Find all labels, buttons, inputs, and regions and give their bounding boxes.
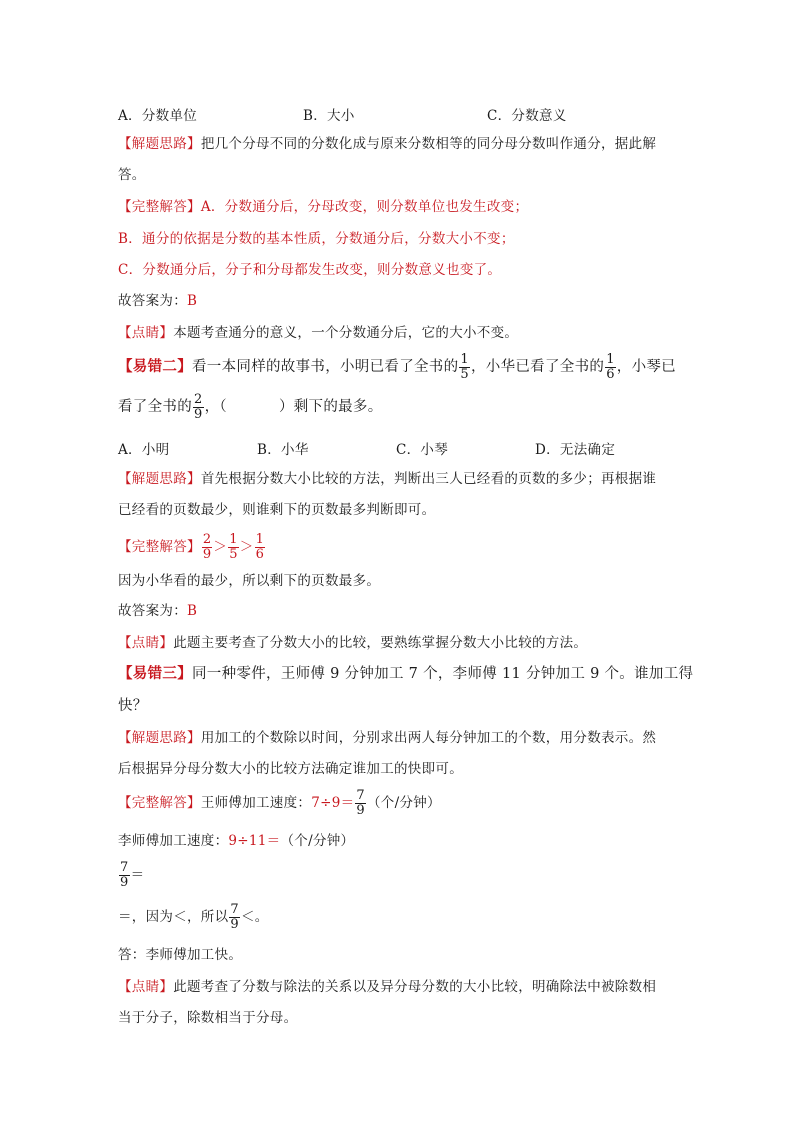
q3-title-tag: 【易错三】 bbox=[118, 665, 192, 682]
eq-fraction bbox=[119, 861, 130, 890]
frac-num: 1 bbox=[255, 532, 265, 547]
fraction-two-ninths bbox=[193, 393, 204, 422]
cmp-frac-c bbox=[255, 533, 266, 562]
frac-num: 1 bbox=[229, 532, 238, 547]
frac-den: 6 bbox=[606, 366, 615, 382]
q1-analysis-line1 bbox=[118, 135, 656, 153]
wang-calc: 7÷9＝ bbox=[311, 795, 355, 811]
q2-because: 因为小华看的最少，所以剩下的页数最多。 bbox=[118, 573, 381, 589]
q2-title-tag: 【易错二】 bbox=[118, 358, 192, 375]
q3-analysis-line2: 后根据异分母分数大小的比较方法确定谁加工的快即可。 bbox=[118, 761, 463, 777]
analysis-text: 首先根据分数大小比较的方法，判断出三人已经看的页数的多少；再根据谁 bbox=[200, 471, 657, 487]
comment-text: 此题考查了分数与除法的关系以及异分母分数的大小比较，明确除法中被除数相 bbox=[173, 979, 657, 995]
q2-option-c: C．小琴 bbox=[396, 442, 449, 458]
q2-comment bbox=[118, 634, 587, 652]
analysis-tag: 【解题思路】 bbox=[118, 730, 201, 746]
q1-analysis-line2: 答。 bbox=[118, 167, 146, 183]
frac-den: 5 bbox=[229, 547, 238, 562]
eq-sign: ＝ bbox=[130, 867, 145, 883]
q2-text-b: ，小华已看了全书的 bbox=[470, 359, 605, 375]
greater-than: ＞ bbox=[239, 539, 254, 555]
analysis-tag: 【解题思路】 bbox=[118, 136, 201, 152]
q2-option-a: A．小明 bbox=[118, 442, 170, 458]
wang-fraction bbox=[355, 789, 366, 818]
q2-question-line1 bbox=[118, 352, 676, 382]
because-b: ＜。 bbox=[240, 909, 269, 925]
analysis-text: 用加工的个数除以时间，分别求出两人每分钟加工的个数，用分数表示。然 bbox=[200, 730, 657, 746]
q2-analysis-line2: 已经看的页数最少，则谁剩下的页数最多判断即可。 bbox=[118, 502, 436, 518]
frac-den: 5 bbox=[460, 366, 469, 382]
q3-comment-line2: 当于分子，除数相当于分母。 bbox=[118, 1010, 298, 1026]
q1-answer bbox=[118, 292, 197, 310]
answer-prefix: 故答案为： bbox=[118, 293, 187, 309]
option-b: B．大小 bbox=[303, 108, 355, 124]
fraction-one-fifth bbox=[459, 353, 470, 382]
wang-label: 王师傅加工速度： bbox=[200, 795, 312, 811]
answer-value: B bbox=[187, 603, 198, 619]
analysis-text: 把几个分母不同的分数化成与原来分数相等的同分母分数叫作通分，据此解 bbox=[200, 136, 657, 152]
solution-tag: 【完整解答】 bbox=[118, 199, 201, 215]
li-label: 李师傅加工速度： bbox=[118, 833, 229, 849]
frac-den: 9 bbox=[230, 917, 239, 932]
solution-text: A．分数通分后，分母改变，则分数单位也发生改变； bbox=[200, 199, 529, 215]
q3-because-line bbox=[118, 902, 269, 932]
q2-text-c: ，小琴已 bbox=[616, 359, 676, 375]
frac-num: 1 bbox=[460, 351, 469, 367]
frac-num: 2 bbox=[194, 391, 203, 407]
frac-den: 9 bbox=[202, 547, 212, 562]
comment-tag: 【点睛】 bbox=[118, 325, 174, 341]
q2-text-e: ，（ bbox=[204, 399, 227, 415]
q3-solution-li bbox=[118, 832, 354, 850]
q1-solution-line3: C．分数通分后，分子和分母都发生改变，则分数意义也变了。 bbox=[118, 262, 502, 278]
q2-text-f: ）剩下的最多。 bbox=[278, 399, 383, 415]
q3-question-line1 bbox=[118, 665, 693, 683]
comment-text: 此题主要考查了分数大小的比较，要熟练掌握分数大小比较的方法。 bbox=[173, 635, 588, 651]
comment-tag: 【点睛】 bbox=[118, 979, 174, 995]
analysis-tag: 【解题思路】 bbox=[118, 471, 201, 487]
q1-solution-line1 bbox=[118, 198, 528, 216]
q3-text: 同一种零件，王师傅 9 分钟加工 7 个，李师傅 11 分钟加工 9 个。谁加工得 bbox=[192, 666, 694, 682]
q3-comment-line1 bbox=[118, 978, 656, 996]
comment-tag: 【点睛】 bbox=[118, 635, 174, 651]
li-calc: 9÷11＝ bbox=[228, 833, 281, 849]
frac-num: 7 bbox=[356, 788, 365, 803]
solution-tag: 【完整解答】 bbox=[118, 539, 201, 555]
li-unit: （个/分钟） bbox=[280, 833, 355, 849]
q2-analysis-line1 bbox=[118, 470, 656, 488]
frac-num: 2 bbox=[202, 532, 212, 547]
option-a: A．分数单位 bbox=[118, 108, 198, 124]
fraction-one-sixth bbox=[605, 353, 616, 382]
fraction-comparison bbox=[201, 532, 266, 562]
q2-text-a: 看一本同样的故事书，小明已看了全书的 bbox=[192, 359, 459, 375]
because-fraction bbox=[229, 903, 240, 932]
frac-num: 1 bbox=[606, 351, 615, 367]
q3-question-line2: 快？ bbox=[118, 698, 148, 714]
q3-answer: 答：李师傅加工快。 bbox=[118, 947, 243, 963]
q2-option-b: B．小华 bbox=[257, 442, 309, 458]
q2-answer bbox=[118, 602, 197, 620]
q1-comment bbox=[118, 324, 518, 342]
wang-unit: （个/分钟） bbox=[367, 795, 441, 811]
q2-text-d: 看了全书的 bbox=[118, 399, 192, 415]
answer-value: B bbox=[187, 293, 198, 309]
because-a: ＝，因为＜，所以 bbox=[118, 909, 229, 925]
cmp-frac-b bbox=[228, 533, 239, 562]
comment-text: 本题考查通分的意义，一个分数通分后，它的大小不变。 bbox=[173, 325, 519, 341]
frac-den: 6 bbox=[255, 547, 265, 562]
frac-num: 7 bbox=[120, 860, 129, 875]
solution-tag: 【完整解答】 bbox=[118, 795, 201, 811]
q3-analysis-line1 bbox=[118, 729, 656, 747]
q2-question-line2 bbox=[118, 392, 383, 422]
frac-num: 7 bbox=[230, 902, 239, 917]
q3-eq-line bbox=[118, 860, 144, 890]
greater-than: ＞ bbox=[213, 539, 228, 555]
q2-option-d: D．无法确定 bbox=[535, 442, 616, 458]
answer-prefix: 故答案为： bbox=[118, 603, 187, 619]
q1-solution-line2: B．通分的依据是分数的基本性质，分数通分后，分数大小不变； bbox=[118, 231, 515, 247]
option-c: C．分数意义 bbox=[487, 108, 567, 124]
q2-solution bbox=[118, 532, 266, 562]
frac-den: 9 bbox=[356, 803, 365, 818]
q3-solution-wang bbox=[118, 788, 441, 818]
frac-den: 9 bbox=[194, 406, 203, 422]
cmp-frac-a bbox=[202, 533, 213, 562]
frac-den: 9 bbox=[120, 875, 129, 890]
